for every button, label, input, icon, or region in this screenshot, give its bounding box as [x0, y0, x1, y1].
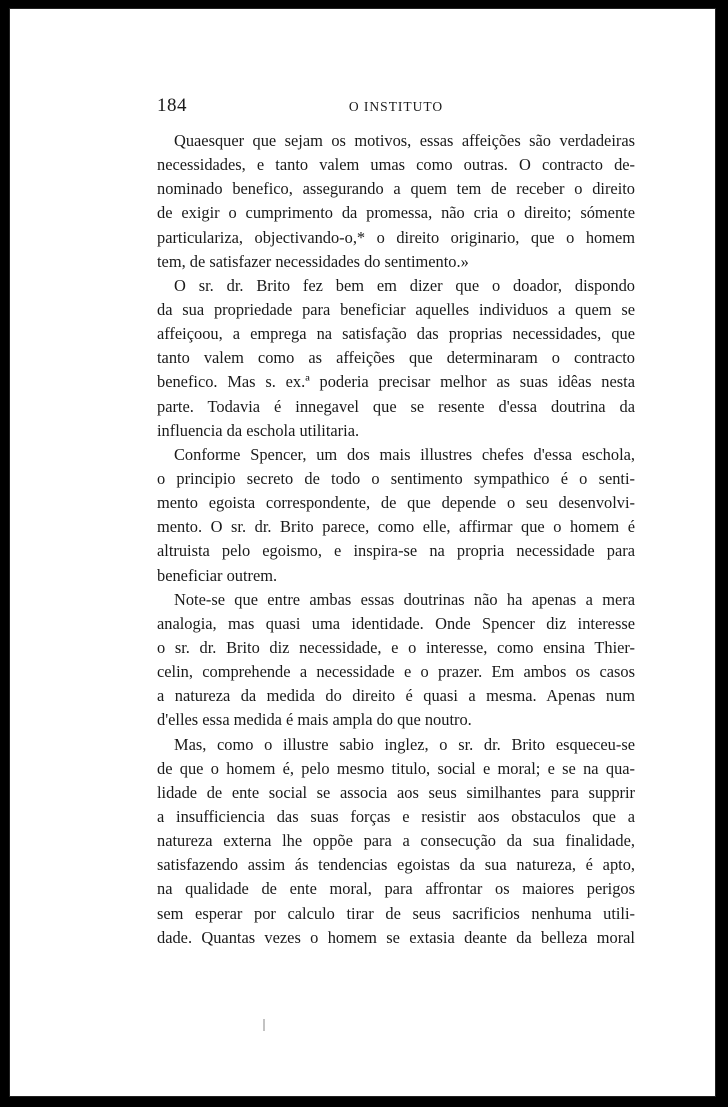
- text-line: a insufficiencia das suas forças e resistir aos obstaculos que a: [157, 806, 635, 826]
- text-line: necessidades, e tanto valem umas como outras. O contracto de-: [157, 155, 635, 175]
- text-line: a natureza da medida do direito é quasi a mesma. Apenas num: [157, 686, 635, 706]
- text-line: benefico. Mas s. ex.ª poderia precisar melhor as suas idêas nesta: [157, 372, 635, 392]
- text-line: satisfazendo assim ás tendencias egoistas da sua natureza, é apto,: [157, 855, 635, 875]
- text-line: analogia, mas quasi uma identidade. Onde Spencer diz interesse: [157, 613, 635, 633]
- text-line: O sr. dr. Brito fez bem em dizer que o doador, dispondo: [174, 275, 635, 295]
- text-line: parte. Todavia é innegavel que se resente d'essa doutrina da: [157, 396, 635, 416]
- text-line: o sr. dr. Brito diz necessidade, e o interesse, como ensina Thier-: [157, 637, 635, 657]
- text-line: d'elles essa medida é mais ampla do que noutro.: [157, 710, 472, 730]
- text-line: Conforme Spencer, um dos mais illustres chefes d'essa eschola,: [174, 444, 635, 464]
- text-line: celin, comprehende a necessidade e o prazer. Em ambos os casos: [157, 662, 635, 682]
- page-number: 184: [157, 95, 187, 116]
- text-line: de exigir o cumprimento da promessa, não cria o direito; sómente: [157, 203, 635, 223]
- text-line: o principio secreto de todo o sentimento sympathico é o senti-: [157, 468, 635, 488]
- text-line: Note-se que entre ambas essas doutrinas não ha apenas a mera: [174, 589, 635, 609]
- text-line: influencia da eschola utilitaria.: [157, 420, 360, 440]
- text-line: affeiçoou, a emprega na satisfação das proprias necessidades, que: [157, 324, 635, 344]
- scan-mark: [263, 1019, 265, 1031]
- text-line: beneficiar outrem.: [157, 565, 278, 585]
- text-line: particulariza, objectivando-o,* o direito originario, que o homem: [157, 227, 635, 247]
- running-head: O INSTITUTO: [348, 99, 444, 114]
- text-line: Mas, como o illustre sabio inglez, o sr. dr. Brito esqueceu-se: [174, 734, 635, 754]
- text-line: nominado benefico, assegurando a quem tem de receber o direito: [157, 179, 635, 199]
- text-line: altruista pelo egoismo, e inspira-se na propria necessidade para: [157, 541, 635, 561]
- page-header: [157, 95, 635, 117]
- text-line: mento egoista correspondente, de que depende o seu desenvolvi-: [157, 493, 635, 513]
- body-text: [157, 129, 635, 950]
- text-line: tem, de satisfazer necessidades do sentimento.»: [157, 251, 469, 271]
- text-line: Quaesquer que sejam os motivos, essas affeições são verdadeiras: [174, 131, 635, 150]
- text-line: tanto valem como as affeições que determinaram o contracto: [157, 348, 635, 368]
- book-page: [9, 8, 716, 1097]
- text-line: da sua propriedade para beneficiar aquelles individuos a quem se: [157, 299, 635, 319]
- text-line: de que o homem é, pelo mesmo titulo, social e moral; e se na qua-: [157, 758, 635, 778]
- text-line: mento. O sr. dr. Brito parece, como elle, affirmar que o homem é: [157, 517, 635, 537]
- text-line: lidade de ente social se associa aos seus similhantes para supprir: [157, 782, 635, 802]
- text-line: natureza externa lhe oppõe para a consecução da sua finalidade,: [157, 831, 635, 851]
- text-line: sem esperar por calculo tirar de seus sacrificios nenhuma utili-: [157, 903, 635, 923]
- text-line: dade. Quantas vezes o homem se extasia deante da belleza moral: [157, 927, 635, 947]
- text-line: na qualidade de ente moral, para affrontar os maiores perigos: [157, 879, 635, 899]
